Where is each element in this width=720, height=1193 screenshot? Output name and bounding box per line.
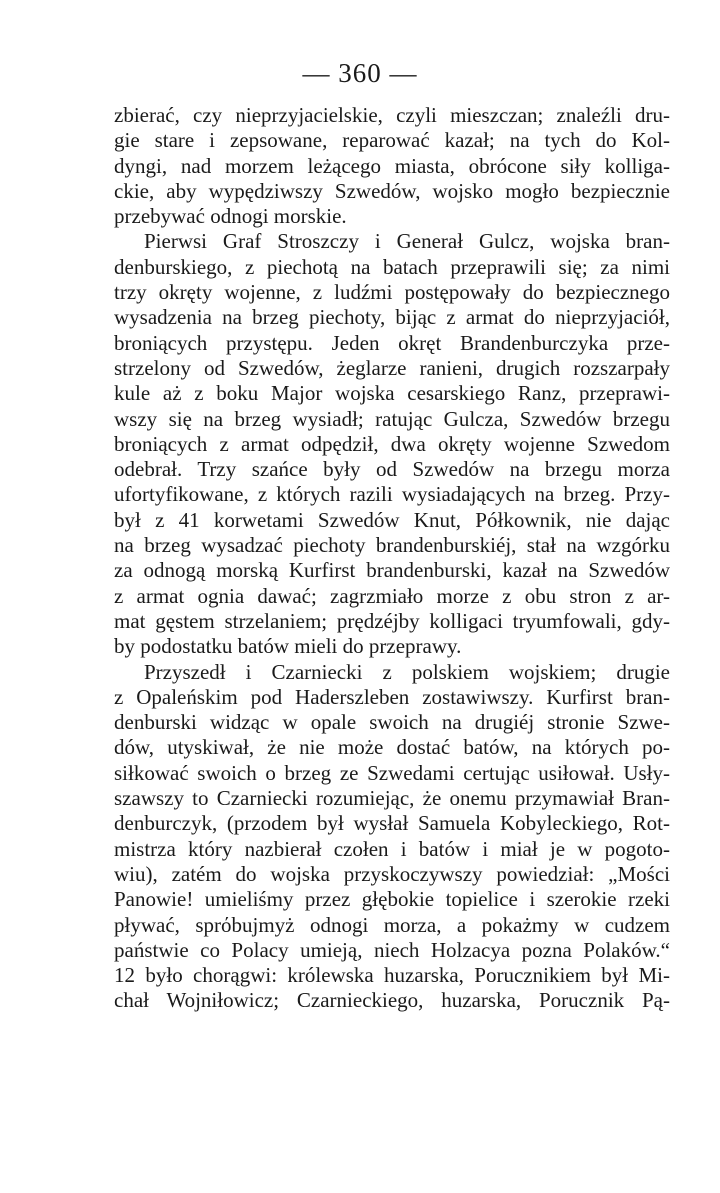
- text-line: ufortyfikowane, z których razili wysiadających na brzeg. Przy-: [114, 482, 670, 507]
- text-line: na brzeg wysadzać piechoty brandenburskiéj, stał na wzgórku: [114, 533, 670, 558]
- text-line: denburskiego, z piechotą na batach przeprawili się; za nimi: [114, 254, 670, 279]
- text-line: dyngi, nad morzem leżącego miasta, obrócone siły kolliga-: [114, 153, 670, 178]
- text-line: Pierwsi Graf Stroszczy i Generał Gulcz, wojska bran-: [144, 229, 670, 254]
- text-line: denburski widząc w opale swoich na drugiéj stronie Szwe-: [114, 710, 670, 735]
- text-line: denburczyk, (przodem był wysłał Samuela Kobyleckiego, Rot-: [114, 811, 670, 836]
- text-line: zbierać, czy nieprzyjacielskie, czyli mieszczan; znaleźli dru-: [114, 103, 670, 127]
- text-line: mistrza który nazbierał czołen i batów i miał je w pogoto-: [114, 836, 670, 861]
- text-line: mat gęstem strzelaniem; prędzéjby kolligaci tryumfowali, gdy-: [114, 608, 670, 633]
- text-line: przebywać odnogi morskie.: [114, 204, 347, 229]
- text-line: Panowie! umieliśmy przez głębokie topielice i szerokie rzeki: [114, 887, 670, 912]
- text-line: wiu), zatém do wojska przyskoczywszy powiedział: „Mości: [114, 861, 670, 886]
- text-line: z Opaleńskim pod Haderszleben zostawiwszy. Kurfirst bran-: [114, 684, 670, 709]
- text-line: strzelony od Szwedów, żeglarze ranieni, drugich rozszarpały: [114, 355, 670, 380]
- text-line: za odnogą morską Kurfirst brandenburski, kazał na Szwedów: [114, 558, 670, 583]
- body-text: [114, 103, 670, 1014]
- text-line: chał Wojniłowicz; Czarnieckiego, huzarska, Porucznik Pą-: [114, 988, 670, 1013]
- text-line: trzy okręty wojenne, z ludźmi postępowały do bezpiecznego: [114, 280, 670, 305]
- text-line: pływać, sprόbujmyż odnogi morza, a pokażmy w cudzem: [114, 912, 670, 937]
- text-line: państwie co Polacy umieją, niech Holzacya pozna Polaków.“: [114, 937, 670, 962]
- text-line: był z 41 korwetami Szwedów Knut, Półkownik, nie dając: [114, 507, 670, 532]
- text-line: gie stare i zepsowane, reparować kazał; na tych do Kol-: [114, 128, 670, 153]
- text-line: by podostatku batów mieli do przeprawy.: [114, 634, 462, 659]
- text-line: z armat ognia dawać; zagrzmiało morze z obu stron z ar-: [114, 583, 670, 608]
- page-number: — 360 —: [302, 58, 418, 88]
- text-line: siłkować swoich o brzeg ze Szwedami certując usiłował. Usły-: [114, 760, 670, 785]
- text-line: broniących z armat odpędził, dwa okręty wojenne Szwedom: [114, 431, 670, 456]
- text-line: Przyszedł i Czarniecki z polskiem wojskiem; drugie: [144, 659, 670, 684]
- text-line: odebrał. Trzy szańce były od Szwedów na brzegu morza: [114, 457, 670, 482]
- text-line: szawszy to Czarniecki rozumiejąc, że onemu przymawiał Bran-: [114, 786, 670, 811]
- text-line: wszy się na brzeg wysiadł; ratując Gulcza, Szwedów brzegu: [114, 406, 670, 431]
- text-line: broniących przystępu. Jeden okręt Brandenburczyka prze-: [114, 330, 670, 355]
- text-line: 12 było chorągwi: królewska huzarska, Porucznikiem był Mi-: [114, 963, 670, 988]
- text-line: kule aż z boku Major wojska cesarskiego Ranz, przeprawi-: [114, 381, 670, 406]
- text-line: ckie, aby wypędziwszy Szwedów, wojsko mogło bezpiecznie: [114, 178, 670, 203]
- text-line: wysadzenia na brzeg piechoty, bijąc z armat do nieprzyjaciół,: [114, 305, 670, 330]
- text-line: dów, utyskiwał, że nie może dostać batów, na których po-: [114, 735, 670, 760]
